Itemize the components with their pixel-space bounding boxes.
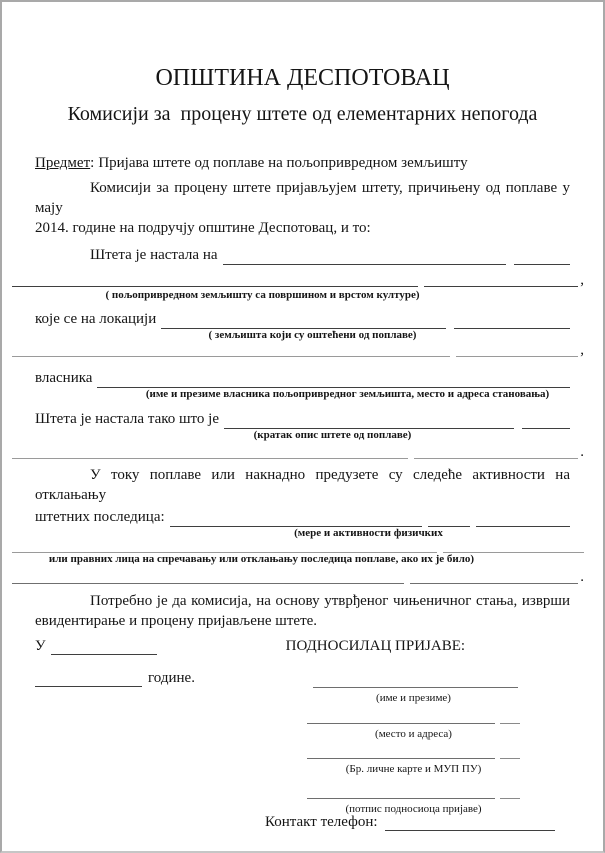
date-suffix-label: године. [148,670,195,686]
blank-line [12,541,437,553]
blank-line [307,757,495,759]
field-activities [35,505,570,527]
blank-line [424,275,578,287]
contact-blank-line [385,819,555,831]
document-content [2,2,603,853]
signature-caption: (потпис подносиоца пријаве) [345,803,482,815]
blank-line [500,797,520,799]
closing-paragraph-line2: евидентирање и процену пријављене штете. [35,613,318,629]
field-damage-description [35,407,570,429]
date-blank-line [35,675,142,687]
field-damage-on [35,243,570,265]
blank-line [428,515,470,527]
blank-line [12,572,404,584]
signature-caption: (место и адреса) [375,728,452,740]
field-damage-on-caption: ( пољопривредном земљишту са површином и врстом културе) [105,289,420,301]
signature-section [35,637,570,853]
submitter-heading: ПОДНОСИЛАЦ ПРИЈАВЕ: [285,638,466,654]
date-row [35,669,570,687]
subject-line [35,153,570,173]
subject-text: Пријава штете од поплаве на пољопривредном земљишту [98,155,468,171]
field-damage-on-continuation [12,273,584,287]
signature-caption: (име и презиме) [376,692,451,704]
blank-line [161,317,445,329]
field-damage-on-label: Штета је настала на [90,247,218,263]
intro-paragraph-line2: 2014. године на подручју општине Деспотовац, и то: [35,220,371,236]
blank-line [12,345,450,357]
signature-caption: (Бр. личне карте и МУП ПУ) [345,763,482,775]
signature-stack [307,686,520,816]
signature-field-address [307,722,520,741]
field-location [35,307,570,329]
signature-line [307,797,520,799]
page-subtitle: Комисији за процену штете од елементарних непогода [67,103,538,125]
field-owner-caption: (име и презиме власника пољопривредног земљишта, место и адреса становања) [145,388,550,400]
trailing-period: . [580,569,584,585]
trailing-comma: , [580,342,584,358]
trailing-comma: , [580,272,584,288]
blank-line [307,797,495,799]
signature-field-id-card [307,757,520,776]
blank-line [443,541,585,553]
contact-phone-row [265,813,555,831]
activities-paragraph-line1: У току поплаве или накнадно предузете су следеће активности на отклањању [35,467,570,503]
blank-line [313,686,518,688]
signature-line [307,757,520,759]
field-damage-description-label: Штета је настала тако што је [35,411,219,427]
blank-line [223,253,506,265]
field-activities-label: штетних последица: [35,509,165,525]
field-damage-description-caption: (кратак опис штете од поплаве) [253,429,412,441]
field-damage-description-continuation [12,444,584,460]
blank-line [224,417,514,429]
place-row [35,637,570,655]
blank-line [12,275,418,287]
blank-line [410,572,578,584]
signature-line [307,686,520,688]
trailing-period: . [580,444,584,460]
closing-paragraph-line1: Потребно је да комисија, на основу утврђеног чињеничног стања, изврши [90,593,570,609]
subject-label: Предмет [35,155,91,171]
field-location-caption: ( земљишта који су оштећени од поплаве) [208,329,417,341]
signature-line [307,722,520,724]
blank-line [514,253,570,265]
subject-separator: : [90,155,95,171]
intro-paragraph-line1: Комисији за процену штете пријављујем штету, причињену од поплаве у мају [35,180,570,216]
signature-field-name [307,686,520,705]
place-blank-line [51,643,157,655]
blank-line [500,757,520,759]
contact-phone-label: Контакт телефон: [265,814,378,830]
activities-caption-1: (мере и активности физичких [294,527,443,539]
blank-line [414,447,578,459]
field-owner [35,366,570,388]
field-owner-label: власника [35,370,93,386]
blank-line [476,515,570,527]
activities-continuation-1 [12,543,584,553]
field-location-continuation [12,342,584,358]
blank-line [12,447,408,459]
blank-line [522,417,570,429]
place-label: У [35,638,46,654]
blank-line [170,515,423,527]
blank-line [456,345,578,357]
page-title: ОПШТИНА ДЕСПОТОВАЦ [155,65,450,91]
blank-line [454,317,570,329]
blank-line [500,722,520,724]
field-location-label: које се на локацији [35,311,157,327]
blank-line [97,376,570,388]
activities-caption-2: или правних лица на спречавању или отклањању последица поплаве, ако их је било) [48,553,475,565]
blank-line [307,722,495,724]
activities-continuation-2 [12,569,584,585]
